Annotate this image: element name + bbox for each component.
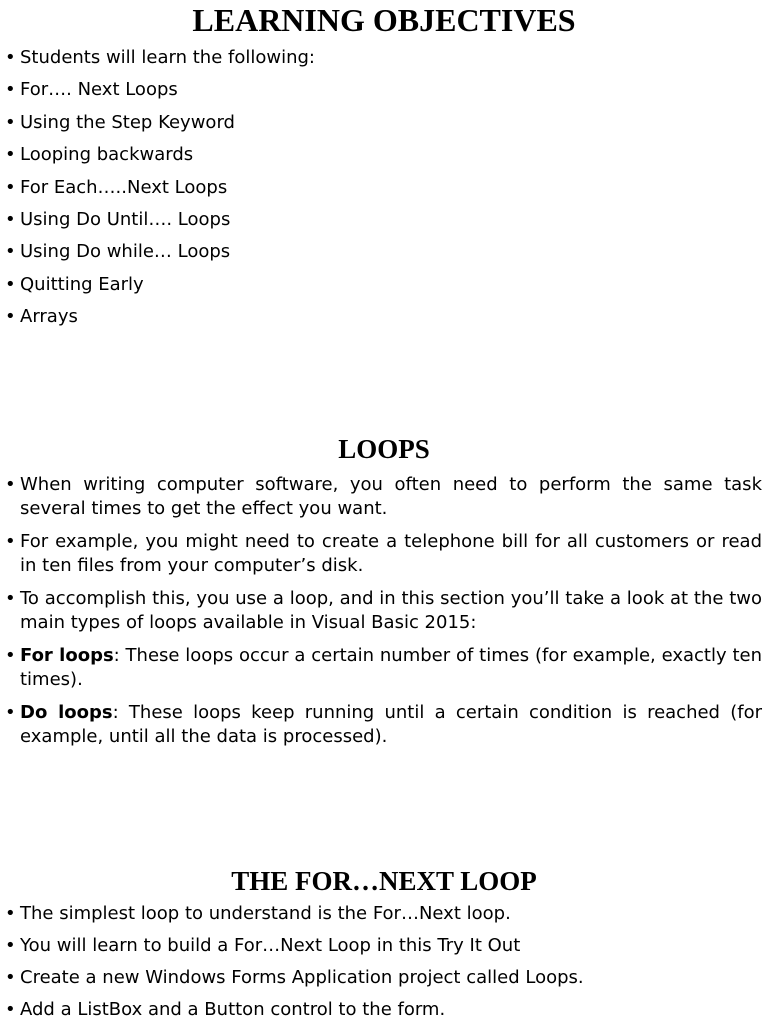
list-item	[0, 587, 768, 635]
bullet-icon: •	[5, 79, 16, 101]
list-item-text: : These loops keep running until a certain condition is reached (for example, until all the data is processed).	[20, 702, 762, 747]
list-item-text: Students will learn the following:	[20, 47, 315, 68]
bullet-icon: •	[5, 588, 16, 609]
list-item	[0, 208, 768, 232]
bullet-icon: •	[5, 208, 16, 230]
section-title: LOOPS	[338, 434, 430, 464]
list-item-text: The simplest loop to understand is the For…Next loop.	[20, 903, 511, 924]
bullet-icon: •	[5, 176, 16, 198]
section-title: THE FOR…NEXT LOOP	[231, 866, 537, 896]
list-item-text: For Each…..Next Loops	[20, 176, 228, 198]
list-item	[0, 998, 768, 1022]
list-item-text: For example, you might need to create a telephone bill for all customers or read in ten files from your computer’s disk.	[20, 531, 762, 576]
list-item-text: Using Do while… Loops	[20, 241, 231, 263]
list-item	[0, 934, 768, 958]
bullet-icon: •	[5, 702, 16, 723]
term-for-loops: For loops	[20, 645, 114, 666]
list-item	[0, 966, 768, 990]
list-item	[0, 530, 768, 578]
bullet-icon: •	[5, 111, 16, 133]
section-for-next-loop	[0, 868, 768, 1030]
bullet-icon: •	[5, 531, 16, 552]
list-item-text: Quitting Early	[20, 273, 144, 295]
list-item	[0, 305, 768, 329]
for-next-list	[0, 902, 768, 1022]
term-do-loops: Do loops	[20, 702, 113, 723]
list-item	[0, 78, 768, 102]
list-item	[0, 176, 768, 200]
list-item	[0, 902, 768, 926]
bullet-icon: •	[5, 144, 16, 166]
list-item-text: Add a ListBox and a Button control to the form.	[20, 999, 446, 1020]
bullet-icon: •	[5, 903, 16, 924]
list-item	[0, 701, 768, 749]
list-item-text: Using Do Until…. Loops	[20, 208, 231, 230]
list-item-text: Arrays	[20, 306, 78, 328]
list-item	[0, 240, 768, 264]
bullet-icon: •	[5, 999, 16, 1020]
list-item-text: Looping backwards	[20, 144, 194, 166]
bullet-icon: •	[5, 645, 16, 666]
bullet-icon: •	[5, 273, 16, 295]
list-item-text: Using the Step Keyword	[20, 111, 235, 133]
list-item-text: Create a new Windows Forms Application project called Loops.	[20, 967, 584, 988]
list-item	[0, 473, 768, 521]
bullet-icon: •	[5, 47, 16, 68]
list-item-text: When writing computer software, you often need to perform the same task several times to get the effect you want.	[20, 474, 762, 519]
list-item	[0, 273, 768, 297]
list-item-text: : These loops occur a certain number of times (for example, exactly ten times).	[20, 645, 762, 690]
bullet-icon: •	[5, 474, 16, 495]
section-learning-objectives	[0, 4, 768, 338]
section-title: LEARNING OBJECTIVES	[192, 2, 576, 38]
objectives-list	[0, 46, 768, 329]
list-item-text: To accomplish this, you use a loop, and in this section you’ll take a look at the two main types of loops available in Visual Basic 2015:	[20, 588, 762, 633]
list-item	[0, 46, 768, 70]
bullet-icon: •	[5, 967, 16, 988]
list-item	[0, 644, 768, 692]
list-item	[0, 143, 768, 167]
bullet-icon: •	[5, 306, 16, 328]
list-item-text: You will learn to build a For…Next Loop in this Try It Out	[20, 935, 521, 956]
bullet-icon: •	[5, 935, 16, 956]
bullet-icon: •	[5, 241, 16, 263]
list-item-text: For…. Next Loops	[20, 79, 178, 101]
section-loops	[0, 436, 768, 758]
loops-list	[0, 473, 768, 749]
list-item	[0, 111, 768, 135]
